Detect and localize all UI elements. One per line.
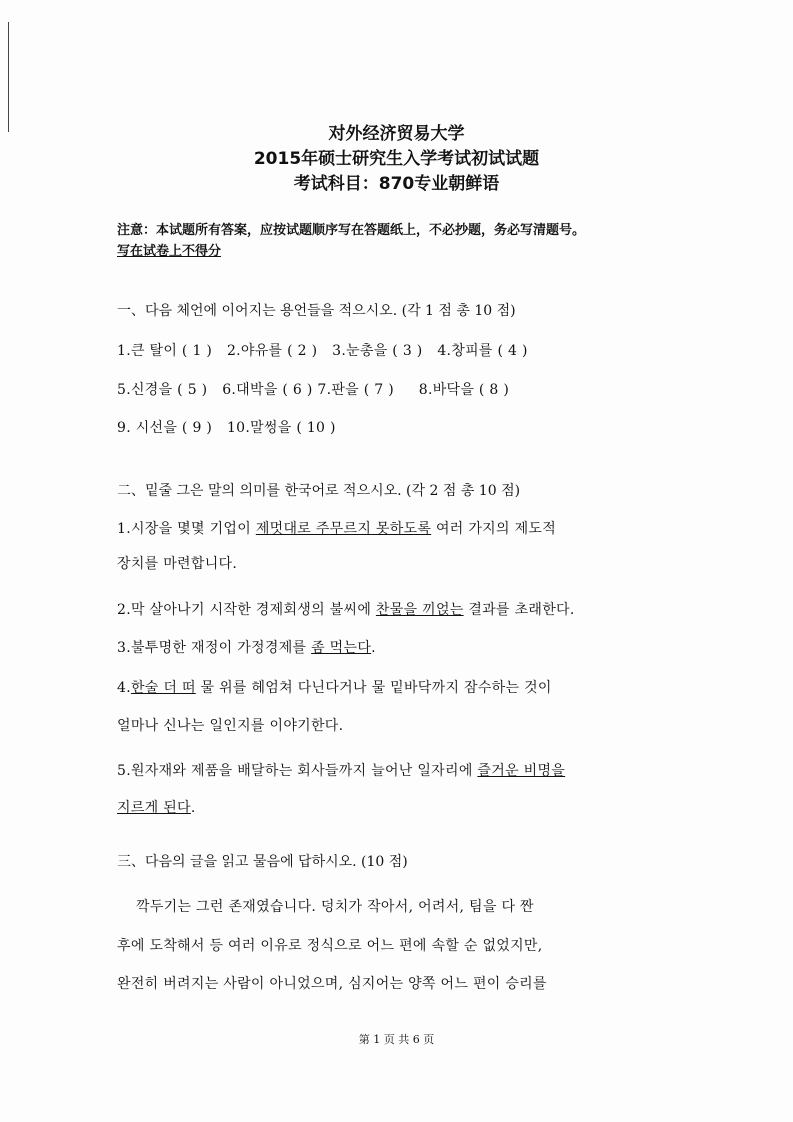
exam-name: 2015年硕士研究生入学考试初试试题	[253, 149, 540, 169]
s2-q3-text-end: .	[371, 640, 376, 656]
section3-heading: 三、다음의 글을 읽고 물음에 답하시오. (10 점)	[117, 854, 408, 870]
s1-item-7: 7.판을 ( 7 )	[317, 382, 394, 398]
s1-item-8: 8.바닥을 ( 8 )	[418, 382, 510, 398]
s3-line-2: 후에 도착해서 등 여러 이유로 정식으로 어느 편에 속할 순 없었지만,	[117, 938, 543, 954]
s2-q1-text-end: 여러 가지의 제도적	[431, 521, 557, 537]
s2-q5-text: 5.원자재와 제품을 배달하는 회사들까지 늘어난 일자리에	[117, 763, 478, 779]
s2-q5-cont	[117, 797, 196, 817]
s2-q2-text-end: 결과를 초래한다.	[463, 602, 575, 618]
s2-q1-underlined: 제멋대로 주무르지 못하도록	[255, 521, 432, 537]
s1-item-4: 4.창피를 ( 4 )	[437, 343, 528, 359]
s1-item-2: 2.야유를 ( 2 )	[226, 343, 318, 359]
s2-q4-cont: 얼마나 신나는 일인지를 이야기한다.	[117, 718, 344, 734]
exam-notice	[117, 220, 677, 262]
notice-underlined: 写在试卷上不得分	[117, 244, 222, 259]
section1-row1	[117, 340, 528, 360]
s2-q3	[117, 637, 376, 657]
s2-q1-cont: 장치를 마련합니다.	[117, 556, 238, 572]
s1-item-9: 9. 시선을 ( 9 )	[117, 420, 213, 436]
s2-q2	[117, 599, 575, 619]
s2-q5-text-end: .	[190, 800, 196, 816]
s2-q2-text: 2.막 살아나기 시작한 경제회생의 불씨에	[117, 602, 376, 618]
s3-line-3: 완전히 버려지는 사람이 아니었으며, 심지어는 양쪽 어느 편이 승리를	[117, 976, 547, 992]
s2-q4-text-end: 물 위를 헤엄쳐 다닌다거나 물 밑바닥까지 잠수하는 것이	[195, 680, 552, 696]
s2-q3-text: 3.불투명한 재정이 가정경제를	[117, 640, 312, 656]
s2-q2-underlined: 찬물을 끼얹는	[375, 602, 464, 618]
page-footer: 第 1 页 共 6 页	[358, 1033, 435, 1046]
section1-row3	[117, 417, 336, 437]
section1-row2	[117, 379, 509, 399]
exam-subject: 考试科目：870专业朝鲜语	[293, 174, 500, 194]
section2-heading: 二、밑줄 그은 말의 의미를 한국어로 적으시오. (각 2 점 총 10 점)	[117, 483, 521, 499]
s2-q5-underlined: 즐거운 비명을	[477, 763, 566, 779]
s2-q1	[117, 518, 556, 538]
s1-item-5: 5.신경을 ( 5 )	[117, 382, 208, 398]
notice-main: 注意：本试题所有答案，应按试题顺序写在答题纸上，不必抄题，务必写清题号。	[117, 223, 586, 238]
university-name: 对外经济贸易大学	[328, 124, 465, 144]
s2-q3-underlined: 좀 먹는다	[311, 640, 372, 656]
s2-q5	[117, 760, 565, 780]
s1-item-10: 10.말썽을 ( 10 )	[226, 420, 336, 436]
s2-q4-text: 4.	[117, 680, 131, 696]
scan-edge-mark	[8, 22, 9, 132]
s2-q4	[117, 677, 552, 697]
s3-line-1: 깍두기는 그런 존재였습니다. 덩치가 작아서, 어려서, 팀을 다 짠	[117, 899, 534, 915]
section1-heading: 一、다음 체언에 이어지는 용언들을 적으시오. (각 1 점 총 10 점)	[117, 303, 516, 319]
s2-q1-text: 1.시장을 몇몇 기업이	[117, 521, 256, 537]
exam-title-block	[0, 122, 793, 197]
s2-q4-underlined: 한술 더 떠	[130, 680, 196, 696]
s1-item-6: 6.대박을 ( 6 )	[222, 382, 313, 398]
s1-item-1: 1.큰 탈이 ( 1 )	[117, 343, 213, 359]
s2-q5-underlined-cont: 지르게 된다	[117, 800, 191, 816]
s1-item-3: 3.눈총을 ( 3 )	[332, 343, 423, 359]
